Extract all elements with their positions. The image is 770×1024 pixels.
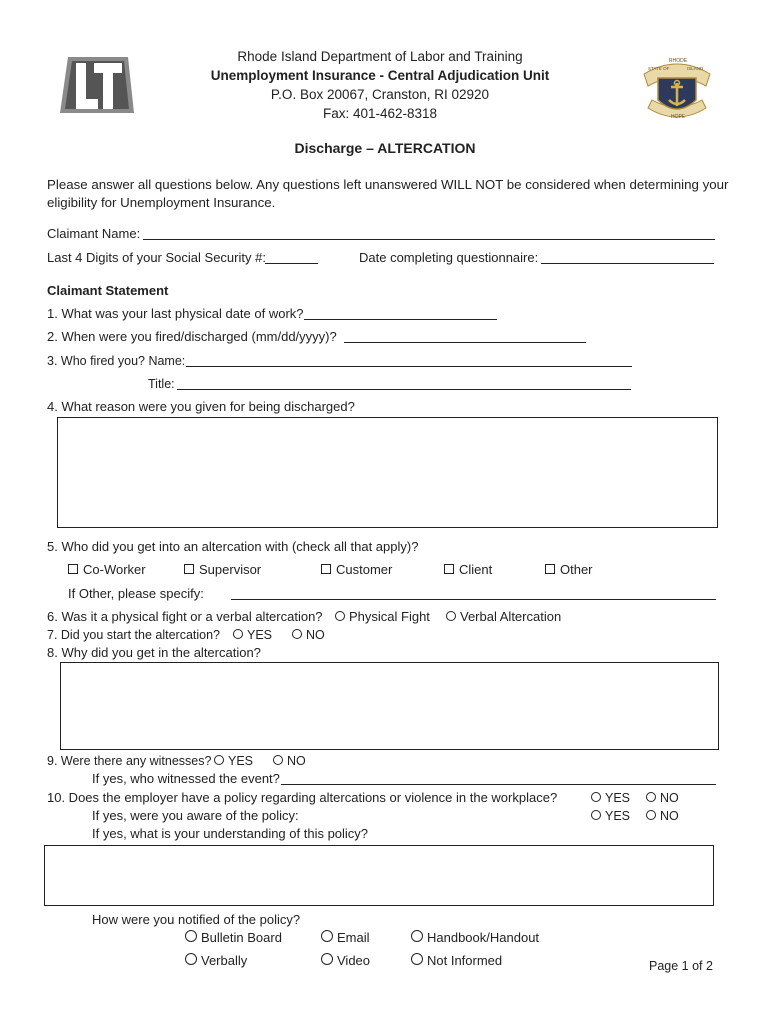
option-supervisor[interactable]: Supervisor [184, 562, 261, 578]
fired-by-title-field[interactable] [177, 389, 631, 390]
radio-icon [185, 953, 197, 965]
checkbox-icon [444, 564, 454, 574]
checkbox-icon [68, 564, 78, 574]
question-6: 6. Was it a physical fight or a verbal altercation? [47, 609, 323, 624]
policy-understanding-box[interactable] [44, 845, 714, 906]
date-completing-field[interactable] [541, 263, 714, 264]
state-seal [642, 56, 712, 126]
witness-field[interactable] [281, 784, 716, 785]
option-customer[interactable]: Customer [321, 562, 392, 578]
option-co-worker[interactable]: Co-Worker [68, 562, 146, 578]
ssn-label: Last 4 Digits of your Social Security #: [47, 250, 266, 265]
radio-icon [292, 629, 302, 639]
header-line-1: Rhode Island Department of Labor and Training [237, 49, 523, 64]
form-title: Discharge – ALTERCATION [294, 140, 476, 156]
question-9: 9. Were there any witnesses? [47, 754, 212, 768]
instructions-line-1: Please answer all questions below. Any questions left unanswered WILL NOT be considered when determining your [47, 177, 729, 192]
option-handbook[interactable]: Handbook/Handout [411, 930, 539, 946]
discharge-reason-box[interactable] [57, 417, 718, 528]
notified-label: How were you notified of the policy? [92, 912, 301, 927]
question-4: 4. What reason were you given for being discharged? [47, 399, 355, 414]
q7-no[interactable]: NO [292, 627, 325, 643]
radio-icon [185, 930, 197, 942]
option-video[interactable]: Video [321, 953, 370, 969]
claimant-name-field[interactable] [143, 239, 715, 240]
option-email[interactable]: Email [321, 930, 370, 946]
fired-by-name-field[interactable] [186, 366, 632, 367]
radio-icon [591, 810, 601, 820]
radio-icon [411, 953, 423, 965]
q7-yes[interactable]: YES [233, 627, 272, 643]
page-number: Page 1 of 2 [649, 959, 713, 973]
radio-icon [273, 755, 283, 765]
question-1: 1. What was your last physical date of work? [47, 306, 304, 321]
checkbox-icon [321, 564, 331, 574]
seal-left-text: STATE OF [648, 66, 670, 71]
q10-yes[interactable]: YES [591, 790, 630, 806]
option-verbal-altercation[interactable]: Verbal Altercation [446, 609, 561, 625]
ssn-field[interactable] [265, 263, 318, 264]
radio-icon [335, 611, 345, 621]
q9-no[interactable]: NO [273, 753, 306, 769]
policy-aware-label: If yes, were you aware of the policy: [92, 808, 299, 823]
discharge-date-field[interactable] [344, 342, 586, 343]
header-line-2: Unemployment Insurance - Central Adjudication Unit [210, 68, 550, 83]
aware-no[interactable]: NO [646, 808, 679, 824]
last-work-date-field[interactable] [304, 319, 497, 320]
question-3-name: 3. Who fired you? Name: [47, 354, 186, 368]
header-line-3: P.O. Box 20067, Cranston, RI 02920 [270, 87, 490, 102]
question-10: 10. Does the employer have a policy regarding altercations or violence in the workplace? [47, 790, 558, 805]
radio-icon [233, 629, 243, 639]
policy-understanding-label: If yes, what is your understanding of this policy? [92, 826, 369, 841]
lt-logo [58, 55, 134, 117]
radio-icon [321, 953, 333, 965]
section-heading: Claimant Statement [47, 283, 169, 298]
radio-icon [646, 792, 656, 802]
option-physical-fight[interactable]: Physical Fight [335, 609, 430, 625]
aware-yes[interactable]: YES [591, 808, 630, 824]
option-bulletin-board[interactable]: Bulletin Board [185, 930, 282, 946]
q10-no[interactable]: NO [646, 790, 679, 806]
date-completing-label: Date completing questionnaire: [359, 250, 539, 265]
other-specify-field[interactable] [231, 599, 716, 600]
radio-icon [214, 755, 224, 765]
question-2: 2. When were you fired/discharged (mm/dd/yyyy)? [47, 329, 337, 344]
altercation-reason-box[interactable] [60, 662, 719, 750]
radio-icon [646, 810, 656, 820]
option-verbally[interactable]: Verbally [185, 953, 247, 969]
checkbox-icon [545, 564, 555, 574]
q9-yes[interactable]: YES [214, 753, 253, 769]
radio-icon [591, 792, 601, 802]
question-7: 7. Did you start the altercation? [47, 628, 221, 642]
radio-icon [446, 611, 456, 621]
option-not-informed[interactable]: Not Informed [411, 953, 502, 969]
option-client[interactable]: Client [444, 562, 492, 578]
witness-label: If yes, who witnessed the event? [92, 771, 280, 786]
header-line-4: Fax: 401-462-8318 [322, 106, 438, 121]
instructions-line-2: eligibility for Unemployment Insurance. [47, 195, 276, 210]
radio-icon [411, 930, 423, 942]
radio-icon [321, 930, 333, 942]
seal-top-text: RHODE [669, 58, 688, 64]
seal-right-text: ISLAND [687, 66, 704, 71]
checkbox-icon [184, 564, 194, 574]
question-8: 8. Why did you get in the altercation? [47, 645, 261, 660]
lt-logo-icon [58, 55, 134, 117]
question-3-title: Title: [148, 377, 175, 391]
seal-bottom-text: HOPE [671, 114, 686, 120]
other-specify-label: If Other, please specify: [68, 586, 204, 601]
claimant-name-label: Claimant Name: [47, 226, 141, 241]
option-other[interactable]: Other [545, 562, 593, 578]
question-5: 5. Who did you get into an altercation with (check all that apply)? [47, 539, 419, 554]
